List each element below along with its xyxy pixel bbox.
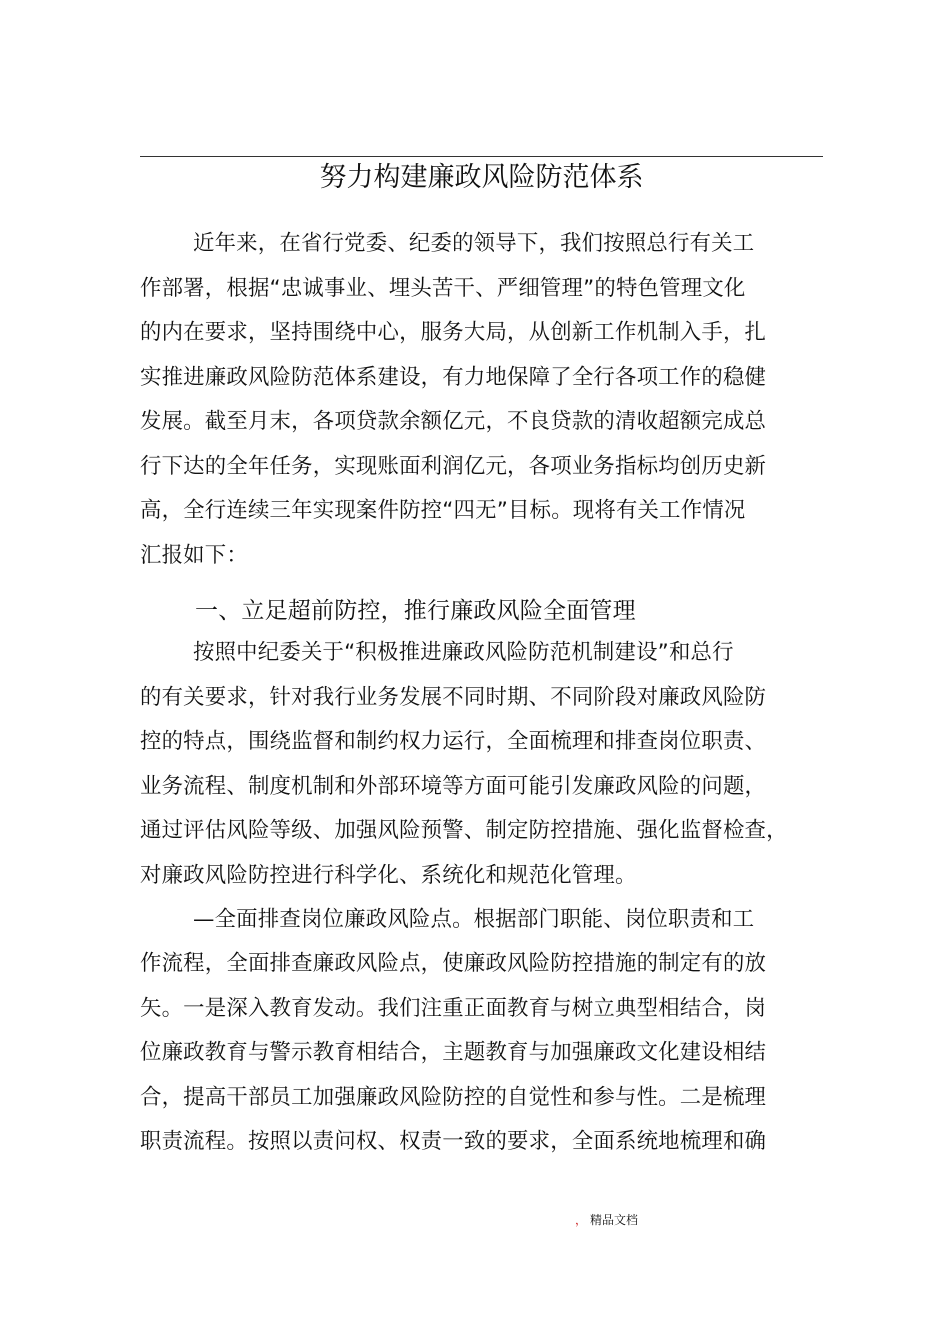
footer-mark: ， <box>575 1213 588 1227</box>
text-line: 合，提高干部员工加强廉政风险防控的自觉性和参与性。二是梳理 <box>140 1085 767 1110</box>
text-line: 矢。一是深入教育发动。我们注重正面教育与树立典型相结合，岗 <box>140 996 767 1021</box>
text-line: 按照中纪委关于“积极推进廉政风险防范机制建设”和总行 <box>193 640 734 665</box>
text-line: 实推进廉政风险防范体系建设，有力地保障了全行各项工作的稳健 <box>140 365 767 390</box>
text-line: 控的特点，围绕监督和制约权力运行，全面梳理和排查岗位职责、 <box>140 729 767 754</box>
text-line: 作部署，根据“忠诚事业、埋头苦干、严细管理”的特色管理文化 <box>140 276 746 301</box>
text-line: 对廉政风险防控进行科学化、系统化和规范化管理。 <box>140 863 637 888</box>
footer-label: 精品文档 <box>590 1213 639 1227</box>
text-line: 近年来，在省行党委、纪委的领导下，我们按照总行有关工 <box>193 231 755 256</box>
text-line: 行下达的全年任务，实现账面利润亿元，各项业务指标均创历史新 <box>140 454 767 479</box>
text-line: 作流程，全面排查廉政风险点，使廉政风险防控措施的制定有的放 <box>140 951 767 976</box>
page-footer <box>575 1212 638 1228</box>
text-line: 职责流程。按照以责问权、权责一致的要求，全面系统地梳理和确 <box>140 1129 767 1154</box>
document-title: 努力构建廉政风险防范体系 <box>319 162 644 193</box>
text-line: 汇报如下： <box>140 543 248 568</box>
section-heading: 一、立足超前防控，推行廉政风险全面管理 <box>195 598 636 624</box>
text-line: 发展。截至月末，各项贷款余额亿元，不良贷款的清收超额完成总 <box>140 409 767 434</box>
text-line: 位廉政教育与警示教育相结合，主题教育与加强廉政文化建设相结 <box>140 1040 767 1065</box>
text-line: 业务流程、制度机制和外部环境等方面可能引发廉政风险的问题， <box>140 774 767 799</box>
text-line: 通过评估风险等级、加强风险预警、制定防控措施、强化监督检查， <box>140 818 788 843</box>
text-line: —全面排查岗位廉政风险点。根据部门职能、岗位职责和工 <box>193 907 755 932</box>
top-rule <box>140 156 823 157</box>
text-line: 高，全行连续三年实现案件防控“四无”目标。现将有关工作情况 <box>140 498 746 523</box>
text-line: 的内在要求，坚持围绕中心，服务大局，从创新工作机制入手，扎 <box>140 320 767 345</box>
text-line: 的有关要求，针对我行业务发展不同时期、不同阶段对廉政风险防 <box>140 685 767 710</box>
